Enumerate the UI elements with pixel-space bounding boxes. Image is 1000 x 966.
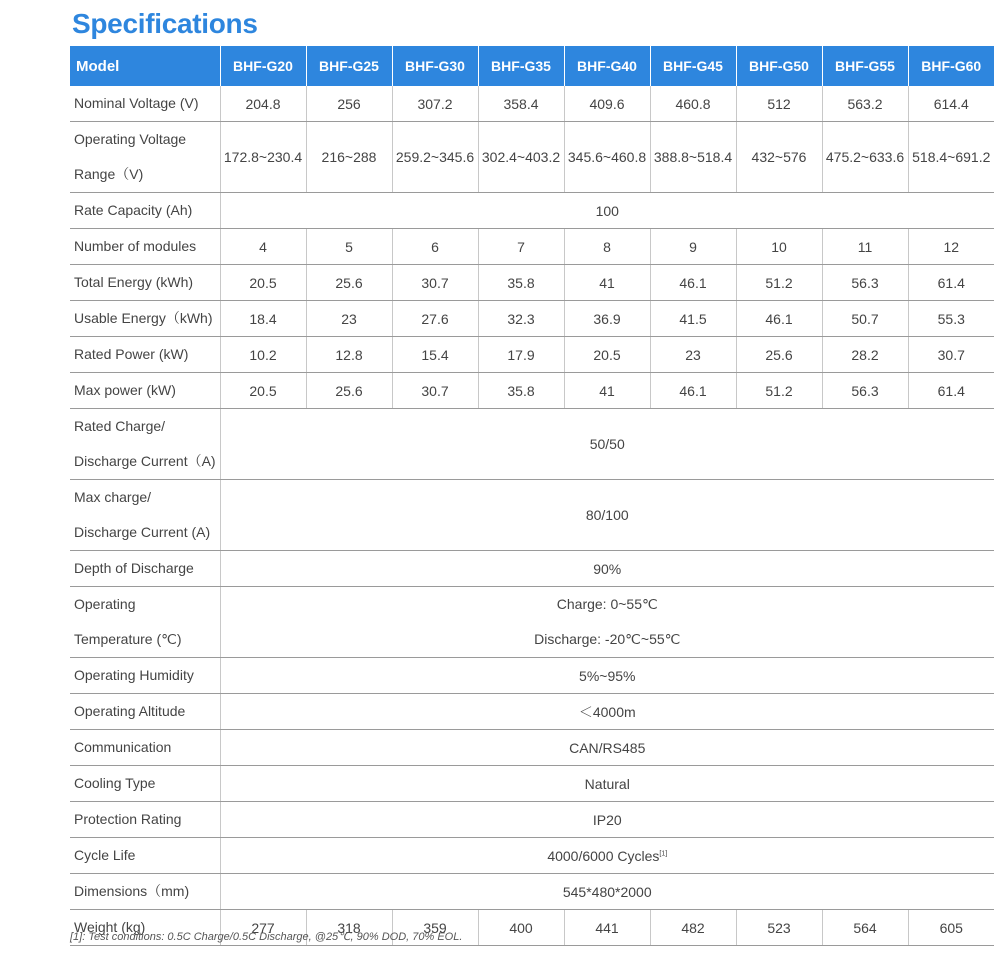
table-cell: 345.6~460.8 bbox=[564, 122, 650, 193]
merged-cell-text: 90% bbox=[593, 560, 622, 577]
merged-cell-text: 4000/6000 Cycles bbox=[547, 847, 660, 864]
row-label-line: Discharge Current（A) bbox=[74, 453, 216, 469]
table-cell: 460.8 bbox=[650, 86, 736, 122]
row-label-line: Weight (kg) bbox=[74, 919, 146, 935]
row-label bbox=[70, 337, 220, 373]
table-cell: 10 bbox=[736, 229, 822, 265]
table-cell: 475.2~633.6 bbox=[822, 122, 908, 193]
header-model-bhf-g25: BHF-G25 bbox=[306, 46, 392, 86]
row-label bbox=[70, 409, 220, 480]
header-model-bhf-g60: BHF-G60 bbox=[908, 46, 994, 86]
row-label-line: Protection Rating bbox=[74, 811, 182, 827]
merged-cell-line bbox=[221, 436, 995, 452]
row-label-line: Operating Humidity bbox=[74, 667, 194, 683]
table-cell: 10.2 bbox=[220, 337, 306, 373]
table-row bbox=[70, 694, 994, 730]
row-label-line: Rated Charge/ bbox=[74, 418, 166, 434]
table-cell: 172.8~230.4 bbox=[220, 122, 306, 193]
table-cell: 41.5 bbox=[650, 301, 736, 337]
header-model: Model bbox=[70, 46, 220, 86]
row-label-line: Nominal Voltage (V) bbox=[74, 95, 199, 111]
header-model-bhf-g30: BHF-G30 bbox=[392, 46, 478, 86]
table-row bbox=[70, 265, 994, 301]
table-cell: 359 bbox=[392, 910, 478, 946]
table-cell: 25.6 bbox=[736, 337, 822, 373]
table-cell: 20.5 bbox=[220, 373, 306, 409]
row-label-line: Rated Power (kW) bbox=[74, 346, 189, 362]
table-cell: 55.3 bbox=[908, 301, 994, 337]
table-row bbox=[70, 587, 994, 658]
table-row bbox=[70, 301, 994, 337]
row-label bbox=[70, 122, 220, 193]
merged-cell-line bbox=[221, 776, 995, 792]
table-row bbox=[70, 193, 994, 229]
merged-cell-text: ＜4000m bbox=[578, 703, 636, 720]
table-cell: 32.3 bbox=[478, 301, 564, 337]
table-cell: 27.6 bbox=[392, 301, 478, 337]
table-cell: 302.4~403.2 bbox=[478, 122, 564, 193]
merged-cell-text: 545*480*2000 bbox=[562, 883, 652, 900]
row-label bbox=[70, 86, 220, 122]
table-row bbox=[70, 838, 994, 874]
row-label-line: Max power (kW) bbox=[74, 382, 176, 398]
table-cell: 35.8 bbox=[478, 373, 564, 409]
table-cell: 41 bbox=[564, 265, 650, 301]
table-cell: 56.3 bbox=[822, 265, 908, 301]
row-label bbox=[70, 229, 220, 265]
table-cell: 51.2 bbox=[736, 373, 822, 409]
page-title: Specifications bbox=[72, 8, 258, 39]
table-cell: 46.1 bbox=[650, 373, 736, 409]
table-cell: 46.1 bbox=[736, 301, 822, 337]
merged-cell-line bbox=[221, 507, 995, 523]
table-cell: 307.2 bbox=[392, 86, 478, 122]
merged-cell-line bbox=[221, 561, 995, 577]
table-cell: 36.9 bbox=[564, 301, 650, 337]
table-cell: 259.2~345.6 bbox=[392, 122, 478, 193]
row-label-line: Range（V) bbox=[74, 166, 144, 182]
table-row bbox=[70, 480, 994, 551]
table-cell: 6 bbox=[392, 229, 478, 265]
table-cell: 30.7 bbox=[392, 373, 478, 409]
row-label-line: Operating bbox=[74, 596, 136, 612]
table-row bbox=[70, 86, 994, 122]
table-body bbox=[70, 86, 994, 946]
table-cell: 277 bbox=[220, 910, 306, 946]
merged-cell-line bbox=[221, 203, 995, 219]
merged-cell-text: 100 bbox=[595, 202, 619, 219]
table-cell: 605 bbox=[908, 910, 994, 946]
row-label-line: Rate Capacity (Ah) bbox=[74, 202, 193, 218]
table-row bbox=[70, 229, 994, 265]
row-label bbox=[70, 694, 220, 730]
merged-cell-text: CAN/RS485 bbox=[569, 739, 646, 756]
table-cell: 388.8~518.4 bbox=[650, 122, 736, 193]
merged-cell-line bbox=[221, 587, 995, 622]
row-label bbox=[70, 480, 220, 551]
table-row bbox=[70, 766, 994, 802]
spec-table bbox=[70, 46, 994, 946]
merged-cell-text: 80/100 bbox=[585, 507, 629, 523]
table-cell: 20.5 bbox=[564, 337, 650, 373]
table-row bbox=[70, 730, 994, 766]
row-label bbox=[70, 551, 220, 587]
merged-cell-text: Natural bbox=[584, 775, 630, 792]
table-cell: 41 bbox=[564, 373, 650, 409]
table-cell: 61.4 bbox=[908, 373, 994, 409]
merged-cell-text: Charge: 0~55℃ bbox=[556, 596, 658, 612]
row-label-line: Temperature (℃) bbox=[74, 631, 182, 647]
table-cell: 15.4 bbox=[392, 337, 478, 373]
table-cell: 28.2 bbox=[822, 337, 908, 373]
table-row bbox=[70, 409, 994, 480]
merged-cell-text: 50/50 bbox=[589, 436, 625, 452]
table-cell-merged bbox=[220, 694, 994, 730]
table-cell: 441 bbox=[564, 910, 650, 946]
table-cell-merged bbox=[220, 587, 994, 658]
header-model-bhf-g40: BHF-G40 bbox=[564, 46, 650, 86]
table-cell: 5 bbox=[306, 229, 392, 265]
table-cell: 12 bbox=[908, 229, 994, 265]
table-cell: 9 bbox=[650, 229, 736, 265]
row-label-line: Operating Voltage bbox=[74, 131, 187, 147]
row-label-line: Max charge/ bbox=[74, 489, 152, 505]
table-header-row bbox=[70, 46, 994, 86]
table-cell: 23 bbox=[306, 301, 392, 337]
header-model-bhf-g55: BHF-G55 bbox=[822, 46, 908, 86]
table-cell-merged bbox=[220, 409, 994, 480]
table-cell: 30.7 bbox=[392, 265, 478, 301]
footnote-marker: [1] bbox=[659, 849, 668, 857]
merged-cell-line bbox=[221, 848, 995, 864]
table-cell: 20.5 bbox=[220, 265, 306, 301]
table-row bbox=[70, 658, 994, 694]
row-label-line: Total Energy (kWh) bbox=[74, 274, 194, 290]
table-cell: 25.6 bbox=[306, 265, 392, 301]
table-cell: 12.8 bbox=[306, 337, 392, 373]
header-model-bhf-g50: BHF-G50 bbox=[736, 46, 822, 86]
row-label bbox=[70, 301, 220, 337]
row-label bbox=[70, 874, 220, 910]
row-label bbox=[70, 766, 220, 802]
table-row bbox=[70, 551, 994, 587]
header-model-bhf-g20: BHF-G20 bbox=[220, 46, 306, 86]
row-label-line: Discharge Current (A) bbox=[74, 524, 211, 540]
row-label bbox=[70, 587, 220, 658]
table-row bbox=[70, 122, 994, 193]
table-cell: 564 bbox=[822, 910, 908, 946]
table-cell: 17.9 bbox=[478, 337, 564, 373]
merged-cell-text: 5%~95% bbox=[579, 667, 636, 684]
footnote: [1]: Test conditions: 0.5C Charge/0.5C Discharge, @25℃, 90% DOD, 70% EOL. bbox=[70, 931, 463, 943]
table-cell-merged bbox=[220, 551, 994, 587]
header-model-bhf-g45: BHF-G45 bbox=[650, 46, 736, 86]
table-cell: 7 bbox=[478, 229, 564, 265]
merged-cell-line bbox=[221, 884, 995, 900]
row-label-line: Operating Altitude bbox=[74, 703, 186, 719]
table-cell: 216~288 bbox=[306, 122, 392, 193]
table-cell-merged bbox=[220, 658, 994, 694]
table-cell: 8 bbox=[564, 229, 650, 265]
row-label bbox=[70, 373, 220, 409]
table-cell: 563.2 bbox=[822, 86, 908, 122]
table-cell: 400 bbox=[478, 910, 564, 946]
table-row bbox=[70, 802, 994, 838]
table-cell: 518.4~691.2 bbox=[908, 122, 994, 193]
table-cell: 11 bbox=[822, 229, 908, 265]
table-row bbox=[70, 373, 994, 409]
table-cell-merged bbox=[220, 838, 994, 874]
table-cell: 30.7 bbox=[908, 337, 994, 373]
table-cell: 56.3 bbox=[822, 373, 908, 409]
table-cell: 25.6 bbox=[306, 373, 392, 409]
table-cell: 46.1 bbox=[650, 265, 736, 301]
table-cell: 614.4 bbox=[908, 86, 994, 122]
table-cell-merged bbox=[220, 730, 994, 766]
table-cell: 50.7 bbox=[822, 301, 908, 337]
merged-cell-text: Discharge: -20℃~55℃ bbox=[534, 631, 681, 647]
row-label-line: Cooling Type bbox=[74, 775, 156, 791]
row-label bbox=[70, 802, 220, 838]
row-label-line: Depth of Discharge bbox=[74, 560, 194, 576]
table-cell: 512 bbox=[736, 86, 822, 122]
row-label bbox=[70, 730, 220, 766]
table-cell: 409.6 bbox=[564, 86, 650, 122]
table-cell: 23 bbox=[650, 337, 736, 373]
row-label-line: Communication bbox=[74, 739, 172, 755]
table-cell-merged bbox=[220, 193, 994, 229]
table-cell-merged bbox=[220, 874, 994, 910]
row-label-line: Number of modules bbox=[74, 238, 197, 254]
merged-cell-text: IP20 bbox=[592, 811, 622, 828]
table-cell: 204.8 bbox=[220, 86, 306, 122]
table-cell: 256 bbox=[306, 86, 392, 122]
table-cell-merged bbox=[220, 802, 994, 838]
table-cell: 432~576 bbox=[736, 122, 822, 193]
table-cell: 51.2 bbox=[736, 265, 822, 301]
table-cell: 318 bbox=[306, 910, 392, 946]
table-cell: 4 bbox=[220, 229, 306, 265]
row-label-line: Usable Energy（kWh) bbox=[74, 310, 213, 326]
table-cell: 523 bbox=[736, 910, 822, 946]
table-row bbox=[70, 874, 994, 910]
merged-cell-line bbox=[221, 702, 995, 722]
merged-cell-line bbox=[221, 668, 995, 684]
row-label bbox=[70, 193, 220, 229]
table-cell: 482 bbox=[650, 910, 736, 946]
merged-cell-line bbox=[221, 812, 995, 828]
table-cell: 35.8 bbox=[478, 265, 564, 301]
row-label bbox=[70, 658, 220, 694]
merged-cell-line bbox=[221, 740, 995, 756]
row-label-line: Dimensions（mm) bbox=[74, 883, 190, 899]
table-row bbox=[70, 337, 994, 373]
merged-cell-line bbox=[221, 622, 995, 657]
row-label-line: Cycle Life bbox=[74, 847, 136, 863]
table-cell: 61.4 bbox=[908, 265, 994, 301]
row-label bbox=[70, 265, 220, 301]
table-cell-merged bbox=[220, 766, 994, 802]
row-label bbox=[70, 838, 220, 874]
table-cell: 18.4 bbox=[220, 301, 306, 337]
table-cell-merged bbox=[220, 480, 994, 551]
header-model-bhf-g35: BHF-G35 bbox=[478, 46, 564, 86]
table-cell: 358.4 bbox=[478, 86, 564, 122]
